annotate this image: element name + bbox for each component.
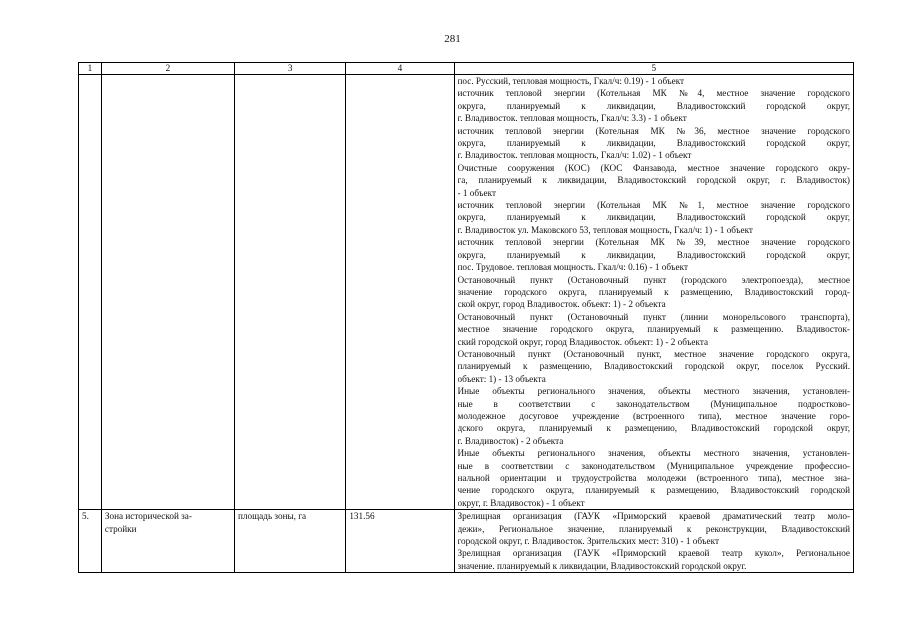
cell-indicator: площадь зоны, га (235, 510, 346, 573)
object-entry (458, 199, 851, 236)
entry-line: значение. планируемый к ликвидации, Владивостокский городской округ. (457, 560, 747, 571)
entry-line: чение городского округа, планируемый к размещению, Владивостокский городской (457, 485, 850, 496)
object-entry (458, 75, 851, 87)
object-entry (458, 447, 851, 509)
zone-line: Зона исторической за- (104, 511, 192, 522)
table-row-continuation (79, 75, 854, 510)
page-number: 281 (444, 33, 461, 45)
object-entry (458, 125, 851, 162)
entry-line: пос. Трудовое. тепловая мощность. Гкал/ч: 0.16) - 1 объект (457, 262, 688, 273)
cell-num (79, 75, 102, 510)
header-col-2: 2 (101, 63, 234, 75)
entry-line: объект: 1) - 13 объекта (457, 373, 546, 384)
table-row-5 (79, 510, 854, 573)
entry-line: Остановочный пункт (Остановочный пункт (линии монорельсового транспорта), (457, 311, 850, 322)
entry-line: Очистные сооружения (КОС) (КОС Фанзавода, местное значение городского окру- (457, 162, 850, 173)
entry-line: планируемый к размещению, Владивостокский городской округ, поселок Русский. (457, 361, 850, 372)
entry-line: городской округ, г. Владивосток. Зрительских мест: 310) - 1 объект (457, 536, 719, 547)
object-entry (458, 87, 851, 124)
header-col-3: 3 (235, 63, 346, 75)
header-col-4: 4 (346, 63, 454, 75)
object-entry (458, 274, 851, 311)
object-entry (458, 547, 851, 572)
entry-line: округ, г. Владивосток) - 1 объект (457, 497, 585, 508)
cell-objects (454, 75, 854, 510)
entry-line: ский городской округ, город Владивосток. объект: 1) - 2 объекта (457, 336, 709, 347)
entry-line: округа, планируемый к ликвидации, Владивостокский городской округ, (457, 100, 850, 111)
cell-objects (454, 510, 854, 573)
entry-line: ской округ, город Владивосток. объект: 1) - 2 объекта (457, 299, 666, 310)
object-entry (458, 385, 851, 447)
entry-line: г. Владивосток) - 2 объекта (457, 435, 564, 446)
entry-line: источник тепловой энергии (Котельная МК №39, местное значение городского (457, 237, 850, 248)
entry-line: га, планируемый к ликвидации, Владивостокский городской округ, г. Владивосток) (457, 175, 850, 186)
entry-line: Остановочный пункт (Остановочный пункт, местное значение городского округа, (457, 348, 850, 359)
entry-line: местное значение городского округа, планируемый к размещению. Владивосток- (457, 324, 850, 335)
entry-line: - 1 объект (457, 187, 496, 198)
entry-line: источник тепловой энергии (Котельная МК №4, местное значение городского (457, 88, 850, 99)
entry-line: источник тепловой энергии (Котельная МК №36, местное значение городского (457, 125, 850, 136)
object-entry (458, 236, 851, 273)
entry-line: ные в соответствии с законодательством (Муниципальное подростково- (457, 398, 850, 409)
header-col-5: 5 (454, 63, 854, 75)
entry-line: округа, планируемый к ликвидации, Владивостокский городской округ, (457, 249, 850, 260)
object-entry (458, 510, 851, 547)
entry-line: значение городского округа, планируемый к размещению, Владивостокский город- (457, 286, 850, 297)
header-col-1: 1 (79, 63, 102, 75)
entry-line: округа, планируемый к ликвидации, Владивостокский городской округ, (457, 138, 850, 149)
entry-line: пос. Русский, тепловая мощность, Гкал/ч: 0.19) - 1 объект (457, 76, 685, 86)
entry-line: дского округа, планируемый к размещению, Владивостокский городской округ, (457, 423, 850, 434)
entry-line: округа, планируемый к ликвидации, Владивостокский городской округ, (457, 212, 850, 223)
entry-line: Иные объекты регионального значения, объекты местного значения, установлен- (457, 448, 850, 459)
entry-line: молодежное досуговое учреждение (встроенного типа), местное значение горо- (457, 410, 850, 421)
cell-value: 131.56 (346, 510, 454, 573)
entry-line: источник тепловой энергии (Котельная МК №1, местное значение городского (457, 200, 850, 211)
cell-zone (101, 510, 234, 573)
cell-value (346, 75, 454, 510)
entry-line: Зрелищная организация (ГАУК «Приморский краевой театр кукол», Региональное (457, 548, 850, 559)
cell-indicator (235, 75, 346, 510)
header-row (79, 63, 854, 75)
entry-line: ные в соответствии с законодательством (Муниципальное учреждение профессио- (457, 460, 850, 471)
object-entry (458, 311, 851, 348)
zone-line: стройки (104, 523, 137, 534)
object-entry (458, 348, 851, 385)
entry-line: г. Владивосток ул. Маковского 53, тепловая мощность, Гкал/ч: 1) - 1 объект (457, 224, 753, 235)
entry-line: Зрелищная организация (ГАУК «Приморский краевой драматический театр моло- (457, 511, 850, 522)
cell-zone (101, 75, 234, 510)
objects-table (78, 62, 854, 573)
entry-line: нальной ориентации и трудоустройства молодежи (встроенного типа), местное зна- (457, 473, 850, 483)
entry-line: Остановочный пункт (Остановочный пункт (городского электропоезда), местное (457, 274, 850, 285)
entry-line: Иные объекты регионального значения, объекты местного значения, установлен- (457, 386, 850, 397)
entry-line: г. Владивосток. тепловая мощность, Гкал/ч: 1.02) - 1 объект (457, 150, 692, 161)
entry-line: дежи», Региональное значение, планируемый к реконструкции, Владивостокский (457, 523, 850, 534)
cell-num: 5. (79, 510, 102, 573)
entry-line: г. Владивосток. тепловая мощность, Гкал/ч: 3.3) - 1 объект (457, 113, 687, 124)
object-entry (458, 162, 851, 199)
